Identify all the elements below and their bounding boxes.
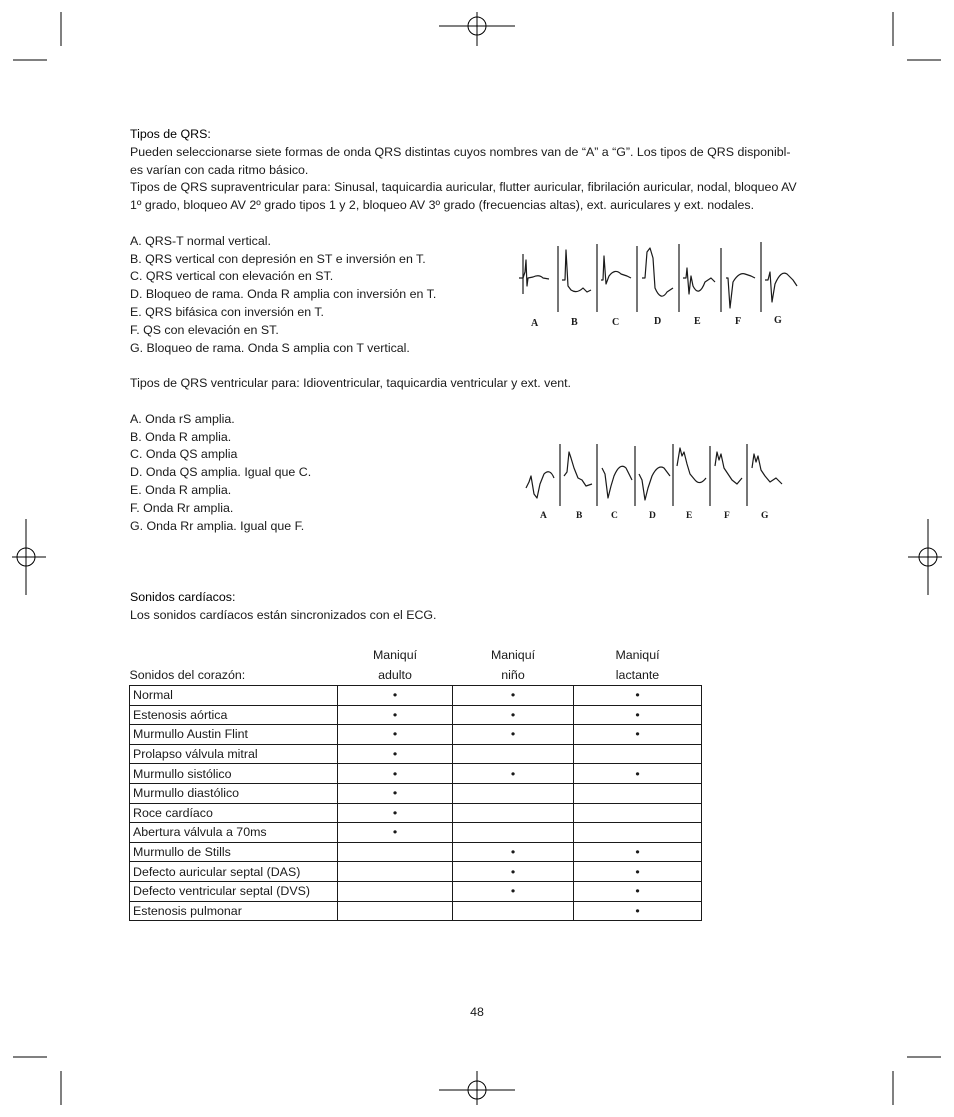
wave-label: E bbox=[694, 316, 701, 327]
sound-name: Murmullo de Stills bbox=[130, 842, 338, 862]
list-item: F. QS con elevación en ST. bbox=[130, 322, 279, 337]
qrs-intro-line: es varían con cada ritmo básico. bbox=[130, 162, 309, 177]
availability-cell bbox=[453, 823, 574, 843]
ventricular-waveforms bbox=[522, 438, 792, 522]
availability-cell: • bbox=[338, 686, 453, 706]
column-header: adulto bbox=[378, 667, 412, 682]
list-item: A. QRS-T normal vertical. bbox=[130, 233, 271, 248]
heart-sounds-table bbox=[129, 646, 702, 921]
wave-label: F bbox=[724, 511, 730, 521]
table-row bbox=[130, 783, 702, 803]
wave-label: G bbox=[761, 511, 769, 521]
table-row bbox=[130, 823, 702, 843]
heart-sounds-title: Sonidos cardíacos: bbox=[130, 589, 236, 604]
sound-name: Estenosis aórtica bbox=[130, 705, 338, 725]
availability-cell bbox=[338, 881, 453, 901]
availability-cell: • bbox=[338, 744, 453, 764]
availability-cell: • bbox=[574, 881, 702, 901]
column-header: Maniquí bbox=[615, 648, 660, 662]
list-item: B. QRS vertical con depresión en ST e inversión en T. bbox=[130, 251, 426, 266]
list-item: B. Onda R amplia. bbox=[130, 429, 232, 444]
availability-cell: • bbox=[453, 862, 574, 882]
sound-name: Murmullo diastólico bbox=[130, 783, 338, 803]
table-row bbox=[130, 862, 702, 882]
wave-label: E bbox=[686, 511, 693, 521]
wave-label: D bbox=[654, 316, 662, 327]
availability-cell: • bbox=[453, 842, 574, 862]
availability-cell bbox=[338, 862, 453, 882]
availability-cell: • bbox=[574, 686, 702, 706]
wave-label: C bbox=[612, 317, 620, 328]
availability-cell: • bbox=[574, 842, 702, 862]
list-item: G. Onda Rr amplia. Igual que F. bbox=[130, 518, 305, 533]
availability-cell: • bbox=[574, 862, 702, 882]
availability-cell: • bbox=[453, 725, 574, 745]
list-item: A. Onda rS amplia. bbox=[130, 411, 235, 426]
list-item: C. Onda QS amplia bbox=[130, 447, 238, 462]
table-row bbox=[130, 881, 702, 901]
list-item: C. QRS vertical con elevación en ST. bbox=[130, 269, 334, 284]
table-row bbox=[130, 725, 702, 745]
table-row bbox=[130, 744, 702, 764]
list-item: D. Bloqueo de rama. Onda R amplia con inversión en T. bbox=[130, 287, 437, 302]
list-item: D. Onda QS amplia. Igual que C. bbox=[130, 465, 312, 480]
sound-name: Prolapso válvula mitral bbox=[130, 744, 338, 764]
availability-cell bbox=[574, 744, 702, 764]
availability-cell: • bbox=[453, 764, 574, 784]
table-row bbox=[130, 803, 702, 823]
table-row bbox=[130, 842, 702, 862]
availability-cell: • bbox=[453, 686, 574, 706]
row-header: Sonidos del corazón: bbox=[129, 667, 246, 682]
heart-sounds-rows bbox=[130, 686, 702, 921]
wave-label: A bbox=[540, 511, 547, 521]
availability-cell bbox=[574, 783, 702, 803]
availability-cell bbox=[453, 803, 574, 823]
qrs-intro-line: Tipos de QRS supraventricular para: Sinusal, taquicardia auricular, flutter auricular, fibrilación auricular, nodal, bloqueo AV bbox=[130, 180, 797, 195]
sound-name: Defecto auricular septal (DAS) bbox=[130, 862, 338, 882]
list-item: E. Onda R amplia. bbox=[130, 482, 232, 497]
availability-cell bbox=[338, 901, 453, 921]
availability-cell: • bbox=[453, 881, 574, 901]
availability-cell bbox=[574, 823, 702, 843]
sound-name: Murmullo sistólico bbox=[130, 764, 338, 784]
qrs-intro-line: Pueden seleccionarse siete formas de onda QRS distintas cuyos nombres van de “A” a “G”. Los tipos de QRS disponibl- bbox=[130, 144, 791, 159]
list-item: F. Onda Rr amplia. bbox=[130, 500, 234, 515]
list-item: G. Bloqueo de rama. Onda S amplia con T vertical. bbox=[130, 340, 410, 355]
sound-name: Roce cardíaco bbox=[130, 803, 338, 823]
availability-cell: • bbox=[338, 783, 453, 803]
sound-name: Murmullo Austin Flint bbox=[130, 725, 338, 745]
availability-cell: • bbox=[574, 725, 702, 745]
page-number: 48 bbox=[470, 1005, 484, 1019]
sound-name: Normal bbox=[130, 686, 338, 706]
availability-cell: • bbox=[338, 764, 453, 784]
table-row bbox=[130, 686, 702, 706]
sound-name: Defecto ventricular septal (DVS) bbox=[130, 881, 338, 901]
ventricular-qrs-intro: Tipos de QRS ventricular para: Idioventricular, taquicardia ventricular y ext. vent. bbox=[130, 376, 571, 391]
availability-cell bbox=[453, 901, 574, 921]
availability-cell: • bbox=[574, 764, 702, 784]
sound-name: Estenosis pulmonar bbox=[130, 901, 338, 921]
availability-cell bbox=[338, 842, 453, 862]
availability-cell: • bbox=[453, 705, 574, 725]
availability-cell: • bbox=[338, 803, 453, 823]
sound-name: Abertura válvula a 70ms bbox=[130, 823, 338, 843]
availability-cell bbox=[453, 783, 574, 803]
wave-label: B bbox=[571, 317, 578, 328]
wave-label: C bbox=[611, 511, 618, 521]
table-row bbox=[130, 901, 702, 921]
availability-cell bbox=[574, 803, 702, 823]
wave-label: A bbox=[531, 318, 539, 329]
column-header: Maniquí bbox=[490, 648, 536, 662]
availability-cell: • bbox=[338, 823, 453, 843]
supraventricular-waveforms bbox=[515, 238, 805, 330]
page-content bbox=[130, 126, 830, 624]
column-header: Maniquí bbox=[372, 648, 418, 662]
availability-cell: • bbox=[574, 901, 702, 921]
heart-sounds-text: Los sonidos cardíacos están sincronizados con el ECG. bbox=[130, 607, 437, 622]
column-header: niño bbox=[501, 667, 525, 682]
qrs-section-title: Tipos de QRS: bbox=[130, 127, 211, 141]
column-header: lactante bbox=[615, 667, 660, 682]
availability-cell: • bbox=[338, 725, 453, 745]
table-row bbox=[130, 705, 702, 725]
wave-label: F bbox=[735, 316, 742, 327]
qrs-intro-line: 1º grado, bloqueo AV 2º grado tipos 1 y 2, bloqueo AV 3º grado (frecuencias altas), ext. auriculares y ext. nodales. bbox=[130, 198, 755, 213]
wave-label: D bbox=[649, 511, 656, 521]
availability-cell bbox=[453, 744, 574, 764]
wave-label: G bbox=[774, 315, 782, 326]
list-item: E. QRS bifásica con inversión en T. bbox=[130, 304, 324, 319]
wave-label: B bbox=[576, 511, 583, 521]
table-row bbox=[130, 764, 702, 784]
availability-cell: • bbox=[574, 705, 702, 725]
availability-cell: • bbox=[338, 705, 453, 725]
